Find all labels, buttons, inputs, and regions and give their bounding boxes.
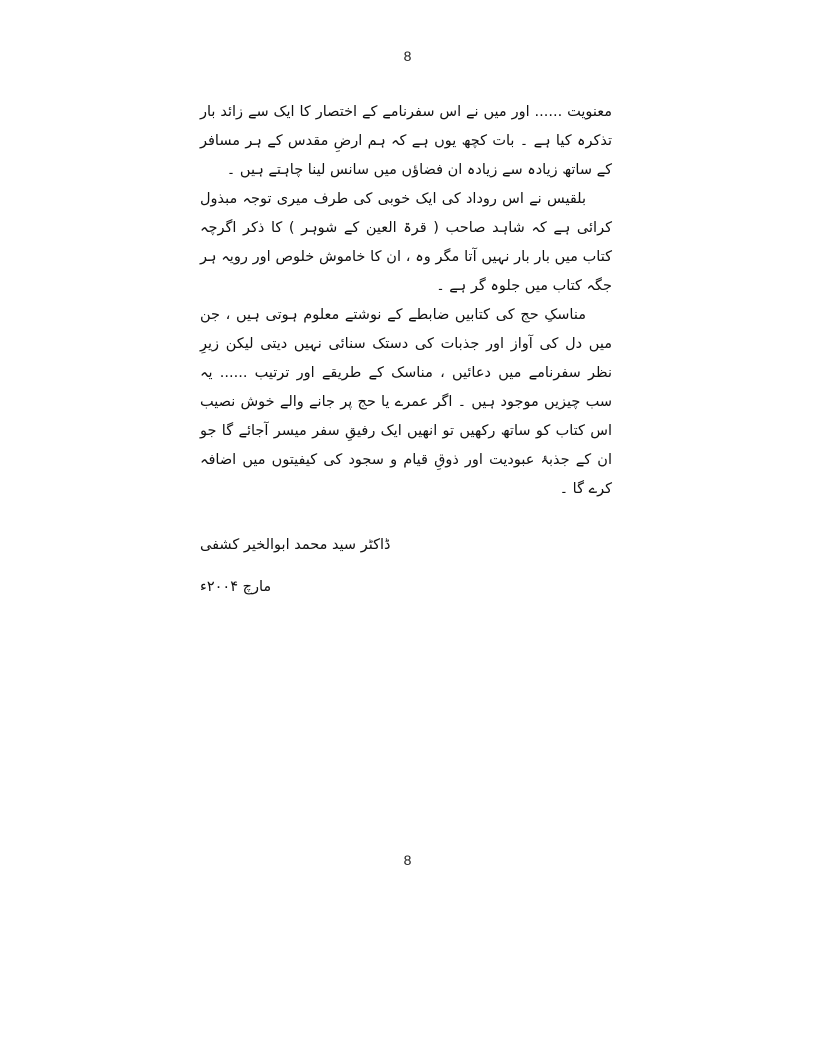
- paragraph-3: مناسکِ حج کی کتابیں ضابطے کے نوشتے معلوم ہوتی ہیں ، جن میں دل کی آواز اور جذبات کی دستک سنائی نہیں دیتی لیکن زیرِ نظر سفرنامے میں دعائیں ، مناسک کے طریقے اور ترتیب ...... یہ سب چیزیں موجود ہیں ۔ اگر عمرے یا حج پر جانے والے خوش نصیب اس کتاب کو ساتھ رکھیں تو انھیں ایک رفیقِ سفر میسر آجائے گا جو ان کے جذبۂ عبودیت اور ذوقِ قیام و سجود کی کیفیتوں میں اضافہ کرے گا ۔: [200, 307, 612, 497]
- author-name: ڈاکٹر سید محمد ابوالخیر کشفی: [200, 537, 391, 553]
- page-number-bottom: 8: [403, 852, 412, 868]
- page-number-top: 8: [403, 48, 412, 64]
- paragraph-1: معنویت ...... اور میں نے اس سفرنامے کے اختصار کا ایک سے زائد بار تذکرہ کیا ہے ۔ بات کچھ یوں ہے کہ ہم ارضِ مقدس کے ہر مسافر کے ساتھ زیادہ سے زیادہ ان فضاؤں میں سانس لینا چاہتے ہیں ۔: [200, 104, 612, 178]
- paragraph-2: بلقیس نے اس روداد کی ایک خوبی کی طرف میری توجہ مبذول کرائی ہے کہ شاہد صاحب ( قرۃ العین کے شوہر ) کا ذکر اگرچہ کتاب میں بار بار نہیں آتا مگر وہ ، ان کا خاموش خلوص اور رویہ ہر جگہ کتاب میں جلوہ گر ہے ۔: [200, 191, 612, 294]
- preface-body: [200, 98, 612, 504]
- signature-date: مارچ ۲۰۰۴ء: [200, 579, 272, 595]
- signature-block: [200, 524, 612, 608]
